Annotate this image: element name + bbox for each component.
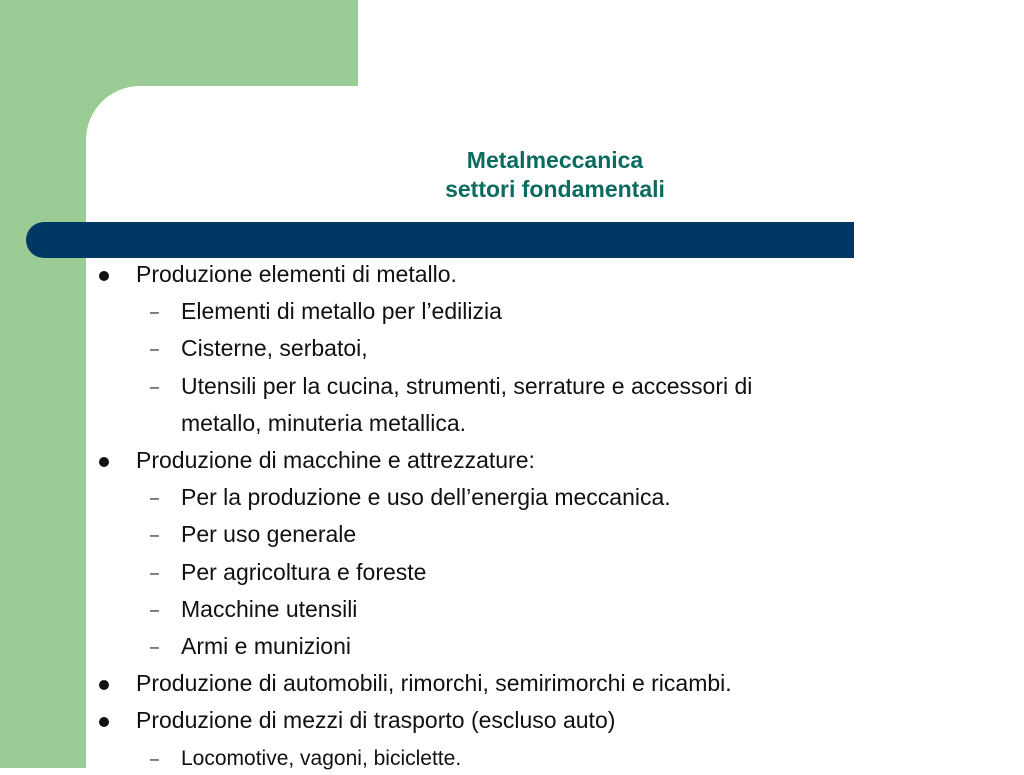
bullet-dot [99, 717, 109, 727]
title-line-2: settori fondamentali [445, 176, 665, 202]
sub-bullet-dash: – [150, 341, 159, 359]
sub-list-item: Per agricoltura e foreste [181, 558, 427, 585]
list-item: Produzione di automobili, rimorchi, semirimorchi e ricambi. [136, 670, 732, 697]
list-item: Produzione di mezzi di trasporto (escluso auto) [136, 707, 616, 734]
sub-bullet-dash: – [150, 490, 159, 508]
sub-list-item: Macchine utensili [181, 595, 358, 622]
sub-bullet-dash: – [150, 639, 159, 656]
sub-list-item: Per uso generale [181, 521, 357, 548]
bullet-dot [99, 457, 109, 467]
list-item: Produzione di macchine e attrezzature: [136, 447, 535, 473]
sub-bullet-dash: – [150, 304, 159, 322]
slide-title [300, 146, 810, 204]
title-line-1: Metalmeccanica [466, 147, 644, 173]
sub-bullet-dash: – [150, 527, 159, 545]
sub-list-item: Elementi di metallo per l’edilizia [181, 298, 502, 325]
list-item: Produzione elementi di metallo. [136, 261, 457, 287]
sub-bullet-dash: – [150, 378, 159, 396]
sub-bullet-dash: – [150, 601, 159, 619]
sub-list-item: Armi e munizioni [181, 633, 351, 659]
sub-bullet-dash: – [150, 750, 159, 768]
title-divider-bar [26, 222, 854, 258]
sub-list-item: Per la produzione e uso dell’energia meccanica. [181, 484, 671, 511]
sub-list-item: Cisterne, serbatoi, [181, 335, 368, 362]
sub-list-item: Locomotive, vagoni, biciclette. [181, 746, 462, 770]
sub-bullet-dash: – [150, 564, 159, 582]
sub-list-item: Utensili per la cucina, strumenti, serrature e accessori di [181, 372, 753, 399]
bullet-dot [99, 271, 109, 281]
sub-list-item: metallo, minuteria metallica. [181, 409, 467, 436]
bullet-list [0, 259, 1024, 768]
bullet-dot [99, 680, 109, 690]
